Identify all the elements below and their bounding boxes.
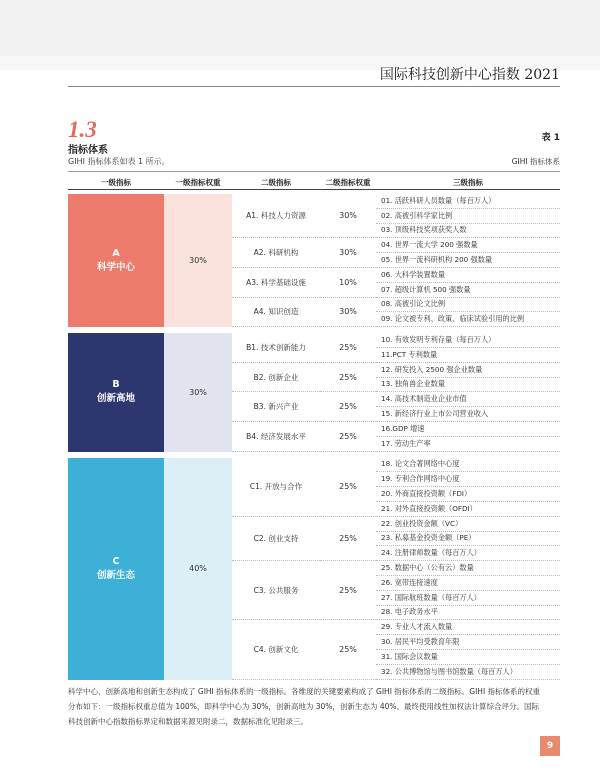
level3-item: 11.PCT 专利数量 — [376, 348, 560, 363]
caption-rule — [68, 171, 560, 172]
report-title: 国际科技创新中心指数 2021 — [379, 67, 560, 83]
level3-item: 14. 高技术制造业企业市值 — [376, 392, 560, 407]
level2-weight: 30% — [320, 194, 376, 238]
level3-item: 31. 国际会议数量 — [376, 650, 560, 665]
level3-item: 09. 论文被专利、政策、临床试验引用的比例 — [376, 312, 560, 327]
level3-item: 08. 高被引论文比例 — [376, 298, 560, 313]
level1-code: C — [112, 555, 120, 567]
top-band — [0, 0, 600, 56]
header-level2-weight: 二级指标权重 — [325, 178, 371, 187]
level1-code: B — [112, 379, 120, 391]
level3-item: 15. 新经济行业上市公司营业收入 — [376, 407, 560, 422]
footer-line: 科技创新中心指数指标界定和数据来源见附录二，数据标准化见附录三。 — [68, 717, 308, 726]
header-level1-weight: 一级指标权重 — [175, 178, 221, 187]
level1-weight: 30% — [164, 333, 232, 451]
level1-code: A — [112, 247, 120, 259]
level2-weight: 30% — [320, 298, 376, 328]
level3-item: 26. 宽带连接速度 — [376, 576, 560, 591]
level2-name: A2. 科研机构 — [232, 238, 320, 268]
level3-item: 06. 大科学装置数量 — [376, 268, 560, 283]
level3-item: 21. 对外直接投资额（OFDI） — [376, 502, 560, 517]
level3-item: 18. 论文合著网络中心度 — [376, 458, 560, 473]
level1-name: 创新生态 — [96, 569, 135, 581]
header-rule — [68, 86, 560, 87]
level1-cell — [68, 194, 164, 327]
level3-item: 13. 独角兽企业数量 — [376, 378, 560, 393]
level3-item: 04. 世界一流大学 200 强数量 — [376, 238, 560, 253]
level2-weight: 25% — [320, 458, 376, 517]
level2-weight: 10% — [320, 268, 376, 298]
level2-weight: 25% — [320, 333, 376, 363]
section-number: 1.3 — [68, 117, 97, 142]
level2-name: C3. 公共服务 — [232, 561, 320, 620]
level3-item: 19. 专利合作网络中心度 — [376, 472, 560, 487]
level2-weight: 25% — [320, 620, 376, 679]
level2-weight: 30% — [320, 238, 376, 268]
level1-cell — [68, 458, 164, 680]
table-header — [68, 176, 560, 190]
table-number: 表 1 — [541, 133, 560, 143]
header-level1: 一级指标 — [101, 178, 131, 187]
level3-item: 10. 有效发明专利存量（每百万人） — [376, 333, 560, 348]
level3-item: 01. 活跃科研人员数量（每百万人） — [376, 194, 560, 209]
level2-name: A4. 知识创造 — [232, 298, 320, 328]
header-level2: 二级指标 — [261, 178, 291, 187]
level3-item: 17. 劳动生产率 — [376, 437, 560, 452]
level3-item: 25. 数据中心（公有云）数量 — [376, 561, 560, 576]
level2-name: B1. 技术创新能力 — [232, 333, 320, 363]
level2-name: A3. 科学基础设施 — [232, 268, 320, 298]
page-number: 9 — [540, 736, 560, 756]
level2-name: A1. 科技人力资源 — [232, 194, 320, 238]
level3-item: 32. 公共博物馆与图书馆数量（每百万人） — [376, 665, 560, 680]
level2-weight: 25% — [320, 392, 376, 422]
level3-item: 20. 外商直接投资额（FDI） — [376, 487, 560, 502]
table-caption: GIHI 指标体系 — [511, 157, 560, 166]
level1-name: 科学中心 — [96, 261, 135, 273]
level2-name: B3. 新兴产业 — [232, 392, 320, 422]
level1-cell — [68, 333, 164, 451]
footer-text — [68, 684, 563, 729]
level3-item: 07. 超级计算机 500 强数量 — [376, 283, 560, 298]
level3-item: 24. 注册律师数量（每百万人） — [376, 546, 560, 561]
level3-item: 03. 顶级科技奖项获奖人数 — [376, 224, 560, 239]
level3-item: 12. 研发投入 2500 强企业数量 — [376, 363, 560, 378]
level2-name: B2. 创新企业 — [232, 363, 320, 393]
level2-name: C1. 开放与合作 — [232, 458, 320, 517]
level2-weight: 25% — [320, 561, 376, 620]
level3-item: 16.GDP 增速 — [376, 422, 560, 437]
level1-weight: 30% — [164, 194, 232, 327]
level3-item: 05. 世界一流科研机构 200 强数量 — [376, 253, 560, 268]
level2-name: C2. 创业支持 — [232, 517, 320, 561]
level2-weight: 25% — [320, 422, 376, 452]
level3-item: 28. 电子政务水平 — [376, 606, 560, 621]
footer-line: 分布如下：一级指标权重总值为 100%，即科学中心为 30%，创新高地为 30%，创新生态为 40%。最终使用线性加权法计算综合评分。国际 — [68, 702, 539, 711]
level1-weight: 40% — [164, 458, 232, 680]
level2-weight: 25% — [320, 363, 376, 393]
level2-weight: 25% — [320, 517, 376, 561]
section-title: 指标体系 — [68, 145, 108, 156]
level3-item: 27. 国际航班数量（每百万人） — [376, 591, 560, 606]
level1-name: 创新高地 — [96, 393, 135, 405]
level3-item: 02. 高被引科学家比例 — [376, 209, 560, 224]
level3-item: 22. 创业投资金额（VC） — [376, 517, 560, 532]
level2-name: C4. 创新文化 — [232, 620, 320, 679]
header-level3: 三级指标 — [453, 178, 483, 187]
level2-name: B4. 经济发展水平 — [232, 422, 320, 452]
level3-item: 29. 专业人才流入数量 — [376, 620, 560, 635]
level3-item: 23. 私募基金投资金额（PE） — [376, 532, 560, 547]
section-description: GIHI 指标体系如表 1 所示。 — [68, 157, 170, 166]
footer-line: 科学中心、创新高地和创新生态构成了 GIHI 指标体系的一级指标。各维度的关键要素构成了 GIHI 指标体系的二级指标。GIHI 指标体系的权重 — [68, 687, 541, 696]
level3-item: 30. 居民平均受教育年限 — [376, 635, 560, 650]
